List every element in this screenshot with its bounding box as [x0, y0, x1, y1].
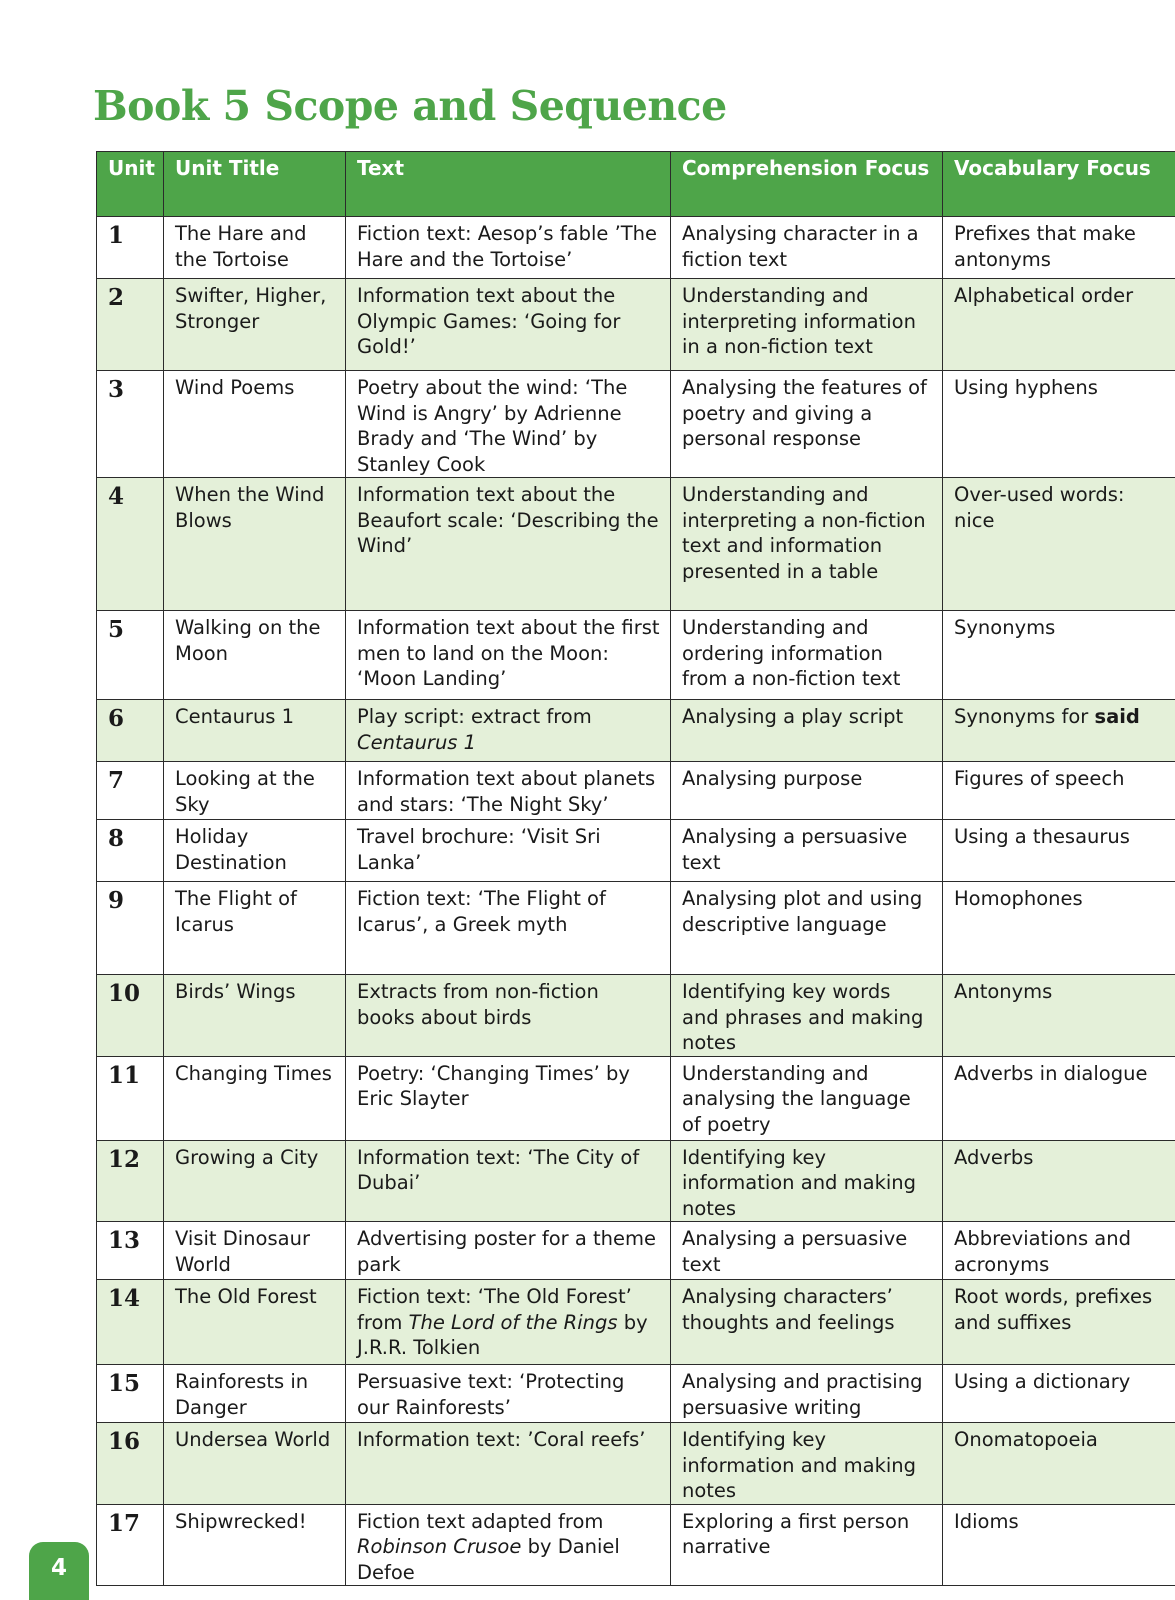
- vocabulary-cell: Synonyms: [943, 611, 1175, 700]
- comprehension-cell: Analysing a persuasive text: [671, 1222, 943, 1280]
- unit-number: 13: [97, 1222, 164, 1280]
- vocabulary-cell: Using hyphens: [943, 371, 1175, 478]
- comprehension-cell: Understanding and interpreting a non-fiction text and information presented in a table: [671, 478, 943, 611]
- scope-sequence-table: [96, 151, 1175, 1586]
- text-plain: Fiction text: ‘The Old Forest’ from: [357, 1285, 632, 1334]
- text-cell: Information text about the Olympic Games: ‘Going for Gold!’: [346, 279, 671, 371]
- unit-number: 3: [97, 371, 164, 478]
- text-italic-title: Robinson Crusoe: [357, 1535, 521, 1558]
- unit-number: 4: [97, 478, 164, 611]
- comprehension-cell: Understanding and interpreting information in a non-fiction text: [671, 279, 943, 371]
- unit-number: 16: [97, 1423, 164, 1505]
- table-row: [97, 478, 1175, 611]
- text-cell: Persuasive text: ‘Protecting our Rainforests’: [346, 1365, 671, 1423]
- unit-title: Growing a City: [164, 1140, 346, 1222]
- unit-title: Walking on the Moon: [164, 611, 346, 700]
- page-title: Book 5 Scope and Sequence: [93, 80, 727, 132]
- unit-number: 7: [97, 762, 164, 820]
- unit-number: 10: [97, 975, 164, 1057]
- text-cell: [346, 700, 671, 762]
- unit-number: 11: [97, 1056, 164, 1140]
- unit-number: 9: [97, 882, 164, 975]
- text-cell: Travel brochure: ‘Visit Sri Lanka’: [346, 820, 671, 882]
- unit-title: The Old Forest: [164, 1280, 346, 1365]
- table-row: [97, 1056, 1175, 1140]
- comprehension-cell: Identifying key words and phrases and making notes: [671, 975, 943, 1057]
- vocabulary-cell: Onomatopoeia: [943, 1423, 1175, 1505]
- unit-title: When the Wind Blows: [164, 478, 346, 611]
- text-italic-title: Centaurus 1: [357, 731, 476, 754]
- text-cell: Poetry about the wind: ‘The Wind is Angry’ by Adrienne Brady and ‘The Wind’ by Stanley Cook: [346, 371, 671, 478]
- comprehension-cell: Analysing character in a fiction text: [671, 217, 943, 279]
- unit-title: Shipwrecked!: [164, 1504, 346, 1586]
- vocab-bold-word: said: [1094, 705, 1139, 728]
- vocabulary-cell: Root words, prefixes and suffixes: [943, 1280, 1175, 1365]
- table-row: [97, 975, 1175, 1057]
- header-comprehension-focus: Comprehension Focus: [671, 152, 943, 217]
- comprehension-cell: Analysing the features of poetry and giving a personal response: [671, 371, 943, 478]
- table-row: [97, 611, 1175, 700]
- unit-number: 6: [97, 700, 164, 762]
- unit-number: 17: [97, 1504, 164, 1586]
- vocab-plain: Synonyms for: [954, 705, 1088, 728]
- vocabulary-cell: Idioms: [943, 1504, 1175, 1586]
- table-header-row: [97, 152, 1175, 217]
- table-row: [97, 820, 1175, 882]
- text-cell: Advertising poster for a theme park: [346, 1222, 671, 1280]
- vocabulary-cell: Adverbs: [943, 1140, 1175, 1222]
- comprehension-cell: Analysing purpose: [671, 762, 943, 820]
- unit-number: 5: [97, 611, 164, 700]
- unit-title: Visit Dinosaur World: [164, 1222, 346, 1280]
- text-cell: Information text about the Beaufort scale: ‘Describing the Wind’: [346, 478, 671, 611]
- table-row: [97, 1140, 1175, 1222]
- unit-title: Centaurus 1: [164, 700, 346, 762]
- unit-number: 14: [97, 1280, 164, 1365]
- unit-title: Rainforests in Danger: [164, 1365, 346, 1423]
- text-cell: Poetry: ‘Changing Times’ by Eric Slayter: [346, 1056, 671, 1140]
- comprehension-cell: Exploring a first person narrative: [671, 1504, 943, 1586]
- comprehension-cell: Analysing a play script: [671, 700, 943, 762]
- comprehension-cell: Understanding and analysing the language of poetry: [671, 1056, 943, 1140]
- comprehension-cell: Identifying key information and making notes: [671, 1423, 943, 1505]
- header-unit-title: Unit Title: [164, 152, 346, 217]
- text-cell: Information text: ’Coral reefs’: [346, 1423, 671, 1505]
- vocabulary-cell: Abbreviations and acronyms: [943, 1222, 1175, 1280]
- text-plain: Play script: extract from: [357, 705, 592, 728]
- comprehension-cell: Analysing a persuasive text: [671, 820, 943, 882]
- text-cell: Information text about planets and stars: ‘The Night Sky’: [346, 762, 671, 820]
- unit-title: The Hare and the Tortoise: [164, 217, 346, 279]
- unit-title: Holiday Destination: [164, 820, 346, 882]
- text-cell: [346, 1504, 671, 1586]
- unit-title: The Flight of Icarus: [164, 882, 346, 975]
- unit-title: Undersea World: [164, 1423, 346, 1505]
- comprehension-cell: Analysing characters’ thoughts and feelings: [671, 1280, 943, 1365]
- text-cell: Extracts from non-fiction books about birds: [346, 975, 671, 1057]
- unit-title: Birds’ Wings: [164, 975, 346, 1057]
- comprehension-cell: Identifying key information and making notes: [671, 1140, 943, 1222]
- table-row: [97, 1423, 1175, 1505]
- unit-number: 2: [97, 279, 164, 371]
- text-cell: [346, 1280, 671, 1365]
- table-row: [97, 882, 1175, 975]
- unit-title: Changing Times: [164, 1056, 346, 1140]
- vocabulary-cell: Using a thesaurus: [943, 820, 1175, 882]
- vocabulary-cell: Homophones: [943, 882, 1175, 975]
- table-row: [97, 217, 1175, 279]
- unit-title: Swifter, Higher, Stronger: [164, 279, 346, 371]
- vocabulary-cell: Alphabetical order: [943, 279, 1175, 371]
- header-unit: Unit: [97, 152, 164, 217]
- text-cell: Fiction text: ‘The Flight of Icarus’, a Greek myth: [346, 882, 671, 975]
- table-row: [97, 279, 1175, 371]
- text-plain: Fiction text adapted from: [357, 1510, 603, 1533]
- text-cell: Fiction text: Aesop’s fable ’The Hare and the Tortoise’: [346, 217, 671, 279]
- table-row: [97, 1280, 1175, 1365]
- comprehension-cell: Analysing and practising persuasive writing: [671, 1365, 943, 1423]
- unit-title: Wind Poems: [164, 371, 346, 478]
- text-cell: Information text about the first men to land on the Moon: ‘Moon Landing’: [346, 611, 671, 700]
- vocabulary-cell: Figures of speech: [943, 762, 1175, 820]
- table-row: [97, 1504, 1175, 1586]
- table-row: [97, 1365, 1175, 1423]
- unit-number: 15: [97, 1365, 164, 1423]
- vocabulary-cell: Using a dictionary: [943, 1365, 1175, 1423]
- table-row: [97, 700, 1175, 762]
- text-plain-end: by Daniel Defoe: [357, 1535, 620, 1584]
- vocabulary-cell: Adverbs in dialogue: [943, 1056, 1175, 1140]
- vocabulary-cell: Antonyms: [943, 975, 1175, 1057]
- unit-number: 8: [97, 820, 164, 882]
- comprehension-cell: Analysing plot and using descriptive language: [671, 882, 943, 975]
- unit-title: Looking at the Sky: [164, 762, 346, 820]
- page-number-tab: 4: [29, 1542, 89, 1600]
- text-cell: Information text: ‘The City of Dubai’: [346, 1140, 671, 1222]
- vocabulary-cell: Prefixes that make antonyms: [943, 217, 1175, 279]
- unit-number: 1: [97, 217, 164, 279]
- table-row: [97, 1222, 1175, 1280]
- header-vocabulary-focus: Vocabulary Focus: [943, 152, 1175, 217]
- table-row: [97, 371, 1175, 478]
- table-row: [97, 762, 1175, 820]
- vocabulary-cell: [943, 700, 1175, 762]
- text-plain-end: by J.R.R. Tolkien: [357, 1311, 648, 1360]
- vocabulary-cell: Over-used words: nice: [943, 478, 1175, 611]
- text-italic-title: The Lord of the Rings: [409, 1311, 618, 1334]
- unit-number: 12: [97, 1140, 164, 1222]
- header-text: Text: [346, 152, 671, 217]
- comprehension-cell: Understanding and ordering information from a non-fiction text: [671, 611, 943, 700]
